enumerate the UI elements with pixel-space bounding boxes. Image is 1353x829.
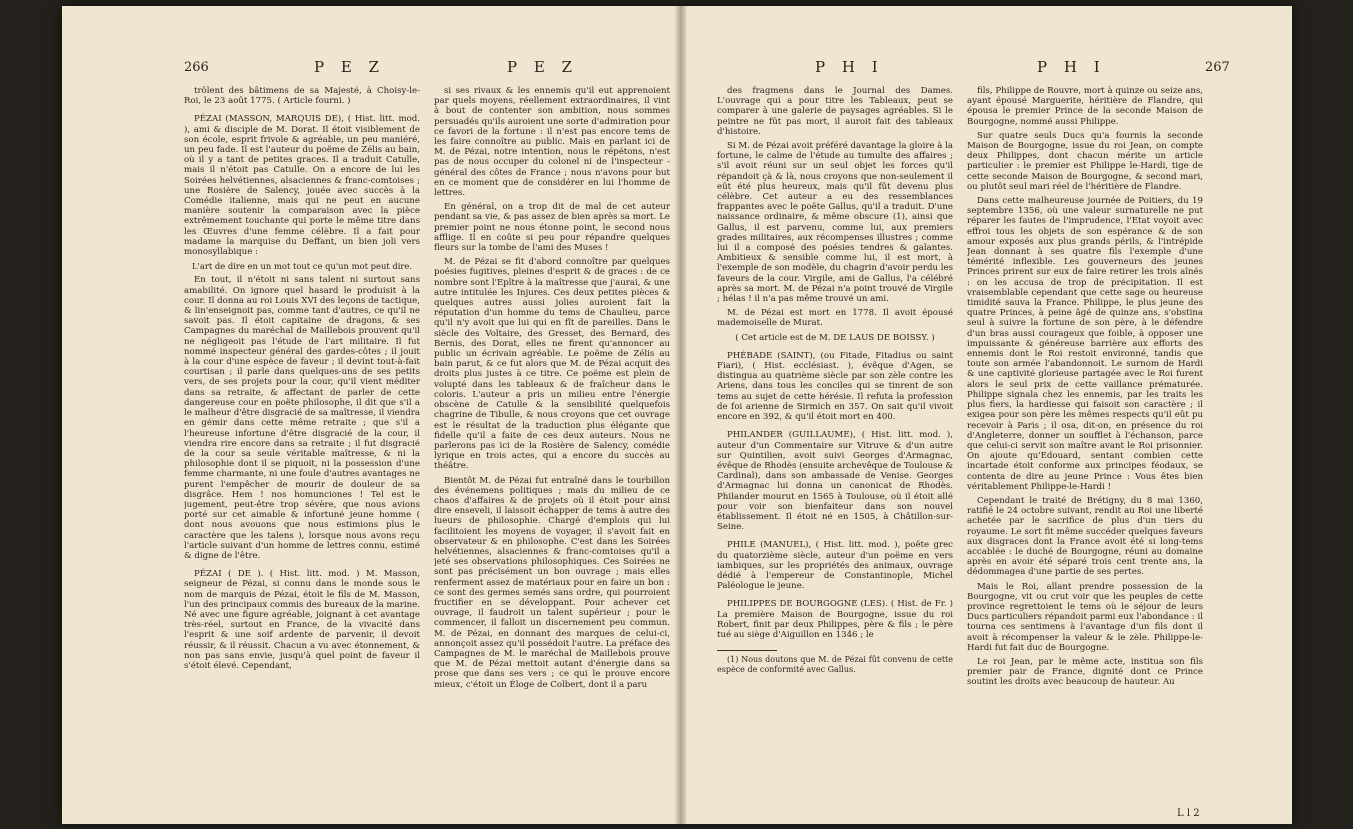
paragraph: Le roi Jean, par le même acte, institua son fils premier pair de France, dignité dont ce Prince soutint les droits avec beaucoup de hauteur. Au	[967, 656, 1203, 688]
paragraph: Dans cette malheureuse journée de Poitiers, du 19 septembre 1356, où une valeur surnaturelle ne put réparer les fautes de l'imprudence, l'Etat voyoit avec effroi tous les objets de son espérance & de son amour exposés aux plus grands périls, & l'intrépide Jean donnant à ses quatre fils l'exemple d'une témérité inflexible. Les gouverneurs des jeunes Princes prirent sur eux de faire retirer les trois aînés : on les accusa de trop de précipitation. Il est vraisemblable cependant que cette sage ou heureuse timidité sauva la France. Philippe, le plus jeune des quatre Princes, à peine âgé de quinze ans, s'obstina seul à suivre la fortune de son père, à le défendre d'un bras aussi courageux que foible, à opposer une impuissante & généreuse barrière aux efforts des ennemis dont le Roi restoit environné, tandis que toute son armée l'abandonnoit. Le surnom de Hardi & une captivité glorieuse partagée avec le Roi furent alors le seul prix de cette vaillance prématurée. Philippe signala chez les ennemis, par les traits les plus fiers, la hardiesse qui faisoit son caractère ; il exigea pour son père les mêmes respects qu'il eût pu recevoir à Paris ; il osa, dit-on, en présence du roi d'Angleterre, donner un soufflet à l'échanson, parce que celui-ci servit son maître avant le Roi prisonnier. On ajoute qu'Edouard, sentant combien cette incartade étoit conforme aux principes féodaux, se contenta de dire au jeune Prince : Vous êtes bien véritablement Philippe-le-Hardi !	[967, 196, 1203, 492]
footnote-rule	[717, 650, 777, 651]
right-column-1	[717, 86, 953, 806]
left-page-number: 266	[184, 60, 209, 75]
paragraph: des fragmens dans le Journal des Dames. L'ouvrage qui a pour titre les Tableaux, peut se comparer à une galerie de paysages agréables. Si le peintre ne fût pas mort, il auroit fait des tableaux d'histoire.	[717, 86, 953, 137]
right-page-number: 267	[1205, 60, 1230, 75]
entry-phile: PHILE (MANUEL), ( Hist. litt. mod. ), poëte grec du quatorzième siècle, auteur d'un poëme en vers iambiques, sur les propriétés des animaux, ouvrage dédié à l'empereur de Constantinople, Michel Paléologue le jeune.	[717, 540, 953, 592]
paragraph: En général, on a trop dit de mal de cet auteur pendant sa vie, & pas assez de bien après sa mort. Le premier point ne nous étonne point, le second nous afflige. Il en coûte si peu pour répandre quelques fleurs sur la tombe de l'ami des Muses !	[434, 202, 670, 254]
left-running-title: P E Z	[314, 58, 386, 76]
entry-pezai: PÉZAI (MASSON, MARQUIS DE), ( Hist. litt. mod. ), ami & disciple de M. Dorat. Il étoit visiblement de son école, esprit frivole & agréable, un peu maniéré, un peu fade. Il est l'auteur du poëme de Zélis au bain, où il y a tant de petites graces. Il a traduit Catulle, mais il n'étoit pas Catulle. On a encore de lui les Soirées helvétiennes, alsaciennes & franc-comtoises ; une Rosière de Salency, jouée avec succès à la Comédie italienne, mais qui ne peut en aucune manière soutenir la comparaison avec la pièce extrêmement touchante qui porte le même titre dans les Œuvres d'une femme célèbre. Il a fait pour madame la marquise du Deffant, un bien joli vers monosyllabique :	[184, 114, 420, 258]
signature-mark: L l 2	[1177, 808, 1200, 819]
entry-philippes: PHILIPPES DE BOURGOGNE (LES). ( Hist. de Fr. ) La première Maison de Bourgogne, issue du roi Robert, finit par deux Philippes, père & fils ; le père tué au siège d'Aiguillon en 1346 ; le	[717, 599, 953, 640]
entry-philander: PHILANDER (GUILLAUME), ( Hist. litt. mod. ), auteur d'un Commentaire sur Vitruve & d'un autre sur Quintilien, avoit suivi Georges d'Armagnac, évêque de Rhodès (ensuite archevêque de Toulouse & Cardinal), dans son ambassade de Venise. Georges d'Armagnac lui donna un canonicat de Rhodès. Philander mourut en 1565 à Toulouse, où il étoit allé pour voir son bienfaiteur dans son nouvel établissement. Il étoit né en 1505, à Châtillon-sur-Seine.	[717, 430, 953, 533]
paragraph: Cependant le traité de Brétigny, du 8 mai 1360, ratifié le 24 octobre suivant, rendit au Roi une liberté achetée par le sacrifice de plus d'un tiers du royaume. Le sort fit même succéder quelques faveurs aux disgraces dont la France avoit été si long-tems accablée : le duché de Bourgogne, réuni au domaine après en avoir été séparé trois cent trente ans, la dédommagea d'une partie de ses pertes.	[967, 495, 1203, 578]
left-column-1	[184, 86, 420, 806]
right-running-title-2: P H I	[1037, 58, 1106, 76]
paragraph: Mais le Roi, allant prendre possession de la Bourgogne, vit ou crut voir que les peuples de cette province regrettoient le tems où le séjour de leurs Ducs particuliers répandoit parmi eux l'abondance : il tourna ces sentimens à l'avantage d'un fils dont il avoit à récompenser la valeur & le zèle. Philippe-le-Hardi fut fait duc de Bourgogne.	[967, 581, 1203, 653]
paragraph: fils, Philippe de Rouvre, mort à quinze ou seize ans, ayant épousé Marguerite, héritière de Flandre, qui épousa le premier Prince de la seconde Maison de Bourgogne, nommé aussi Philippe.	[967, 86, 1203, 127]
paragraph: En tout, il n'étoit ni sans talent ni surtout sans amabilité. On ignore quel hasard le produisit à la cour. Il donna au roi Louis XVI des leçons de tactique, & lin'enseignoit pas, comme tant d'autres, ce qu'il ne savoit pas. Il étoit capitaine de dragons, & ses Campagnes du maréchal de Maillebois prouvent qu'il ne négligeoit pas l'étude de l'art militaire. Il fut nommé inspecteur général des gardes-côtes ; il jouit à la cour d'une espèce de faveur ; il devint tout-à-fait courtisan ; il parle dans quelques-uns de ses petits vers, de ses projets pour la cour, qu'il vient méditer dans sa retraite, & affectant de parler de cette dangereuse cour en poëte philosophe, il dit que s'il a le malheur d'être disgracié de sa maîtresse, il viendra en gémir dans cette même retraite ; que s'il a l'heureuse infortune d'être disgracié de la cour, il viendra rire encore dans sa retraite ; il fut disgracié de la cour sa seule véritable maîtresse, & ni la philosophie dont il se piquoit, ni la possession d'une femme charmante, ni une foule d'autres avantages ne purent l'empêcher de mourir de douleur de sa disgrâce. Hem ! nos homunciones ! Tel est le jugement, peut-être trop sévère, que nous avions porté sur cet aimable & infortuné jeune homme ( dont nous avouons que nous estimions plus le caractère que les talens ), lorsque nous avons reçu l'article suivant d'un homme de lettres connu, estimé & digne de l'être.	[184, 275, 420, 561]
left-running-head	[62, 58, 675, 80]
paragraph: Sur quatre seuls Ducs qu'a fournis la seconde Maison de Bourgogne, issue du roi Jean, on compte deux Philippes, dont chacun mérite un article particulier : le premier est Philippe le-Hardi, tige de cette seconde Maison de Bourgogne, & second mari, ou plutôt seul mari réel de l'héritière de Flandre.	[967, 130, 1203, 192]
footnote: (1) Nous doutons que M. de Pézai fût convenu de cette espèce de conformité avec Gallus.	[717, 655, 953, 674]
right-running-title: P H I	[815, 58, 884, 76]
paragraph: M. de Pézai est mort en 1778. Il avoit épousé mademoiselle de Murat.	[717, 308, 953, 329]
entry-pezai-de: PÉZAI ( DE ). ( Hist. litt. mod. ) M. Masson, seigneur de Pézai, si connu dans le monde sous le nom de marquis de Pézai, étoit le fils de M. Masson, l'un des principaux commis des bureaux de la marine. Né avec une figure agréable, joignant à cet avantage très-réel, surtout en France, de la vivacité dans l'esprit & une soif ardente de parvenir, il devoit réussir, & il réussit. Chacun a vu avec étonnement, & non pas sans envie, jusqu'à quel point de faveur il s'étoit élevé. Cependant,	[184, 569, 420, 671]
book-gutter	[675, 6, 687, 824]
left-page	[62, 6, 675, 824]
right-page	[687, 6, 1292, 824]
right-column-2	[967, 86, 1203, 806]
right-running-head	[687, 58, 1292, 80]
article-attribution: ( Cet article est de M. DE LAUS DE BOISSY. )	[735, 332, 935, 343]
paragraph: si ses rivaux & les ennemis qu'il eut apprenoient par quels moyens, réellement extraordinaires, il vint à bout de contenter son ambition, nous sommes persuadés qu'ils auroient une sorte d'admiration pour ce favori de la fortune : il n'est pas encore tems de les faire connoître au public. Mais en parlant ici de M. de Pézai, notre intention, nous le répétons, n'est pas de nous occuper du colonel ni de l'inspecteur - général des côtes de France ; nous n'avons pour but en ce moment que de considérer en lui l'homme de lettres.	[434, 86, 670, 199]
paragraph: trôlent des bâtimens de sa Majesté, à Choisy-le-Roi, le 23 août 1775. ( Article fourni. )	[184, 86, 420, 107]
paragraph: M. de Pézai se fit d'abord connoître par quelques poésies fugitives, pleines d'esprit & de graces : de ce nombre sont l'Epître à la maîtresse que j'aurai, & une autre intitulée les Injures. Ces deux petites pièces & quelques autres aussi jolies auroient fait la réputation d'un homme du tems de Chaulieu, parce qu'il n'y avoit que lui qui en fît de pareilles. Dans le siècle des Voltaire, des Gresset, des Bernard, des Bernis, des Dorat, elles ne firent qu'annoncer au public un écrivain agréable. Le poëme de Zélis au bain parut, & ce fut alors que M. de Pézai acquit des droits plus justes à ce titre. Ce poëme est plein de volupté dans les tableaux & de fraîcheur dans le coloris. L'auteur a pris un milieu entre l'énergie obscène de Catulle & la sensibilité quelquefois chagrine de Tibulle, & nous croyons que cet ouvrage est le résultat de la traduction plus élégante que fidelle qu'il a faite de ces deux auteurs. Nous ne parlerons pas ici de la Rosière de Salency, comédie lyrique en trois actes, qui a encore du succès au théâtre.	[434, 257, 670, 472]
left-running-title-2: P E Z	[507, 58, 579, 76]
quoted-verse: L'art de dire en un mot tout ce qu'un mot peut dire.	[191, 261, 413, 272]
paragraph: Si M. de Pézai avoit préféré davantage la gloire à la fortune, le calme de l'étude au tumulte des affaires ; s'il avoit réuni sur un seul objet les forces qu'il répandoit çà & là, nous croyons que non-seulement il eût été plus heureux, mais qu'il fût devenu plus célèbre. Cet auteur a eu des ressemblances frappantes avec le poëte Gallus, qu'il a traduit. D'une naissance ordinaire, & même obscure (1), ainsi que Gallus, il est parvenu, comme lui, aux premiers grades militaires, aux récompenses illustres ; comme lui il a composé des poésies tendres & galantes. Ambitieux & sensible comme lui, il est mort, à l'exemple de son modèle, du chagrin d'avoir perdu les faveurs de la cour. Virgile, ami de Gallus, l'a célébré après sa mort. M. de Pézai n'a point trouvé de Virgile ; hélas ! il n'a pas même trouvé un ami.	[717, 141, 953, 305]
left-column-2	[434, 86, 670, 806]
entry-phebade: PHÉBADE (SAINT), (ou Fitade, Fitadius ou saint Fiari), ( Hist. ecclésiast. ), évêque d'Agen, se distingua au quatrième siècle par son zèle contre les Ariens, dans tous les conciles qui se tinrent de son tems au sujet de cette hérésie. Il refuta la profession de foi arienne de Sirmich en 357. On sait qu'il vivoit encore en 392, & qu'il étoit mort en 400.	[717, 350, 953, 423]
paragraph: Bientôt M. de Pézai fut entraîné dans le tourbillon des événemens politiques ; mais du milieu de ce chaos d'affaires & de projets où il étoit pour ainsi dire enseveli, il laissoit échapper de tems à autre des lueurs de philosophie. Chargé d'emplois qui lui facilitoient les moyens de voyager, il s'avoit fait en observateur & en philosophe. C'est dans les Soirées helvétiennes, alsaciennes & franc-comtoises qu'il a jeté ses observations philosophiques. Ces Soirées ne sont pas précisément un bon ouvrage ; mais elles renferment assez de matériaux pour en faire un bon : ce sont des germes semés sans ordre, qui pourroient fructifier en se développant. Pour achever cet ouvrage, il faudroit un talent supérieur ; pour le commencer, il falloit un discernement peu commun. M. de Pézai, en donnant des marques de celui-ci, annonçoit assez qu'il possédoit l'autre. La préface des Campagnes de M. le maréchal de Maillebois prouve que M. de Pézai mettoit autant d'énergie dans sa prose que dans ses vers ; ce qui le prouve encore mieux, c'étoit un Éloge de Colbert, dont il a paru	[434, 475, 670, 690]
